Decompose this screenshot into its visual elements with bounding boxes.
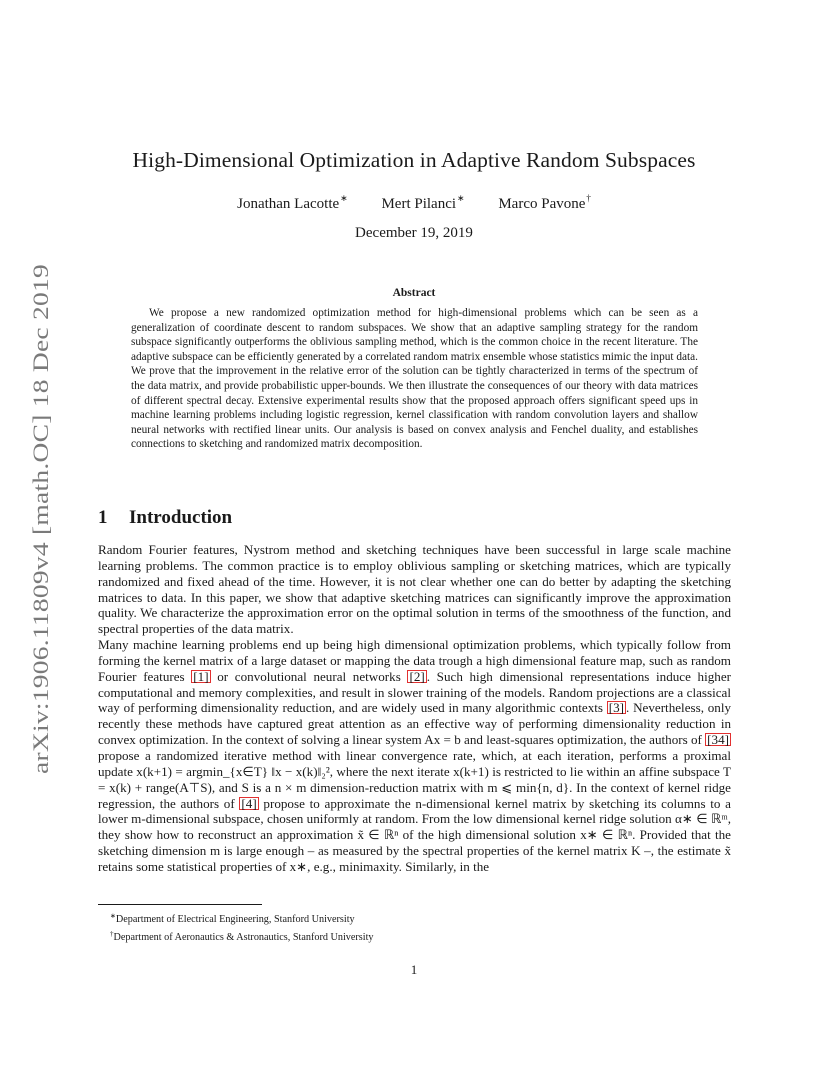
paragraph-2: [98, 637, 731, 875]
footnote-text: Department of Electrical Engineering, Stanford University: [115, 914, 355, 925]
text-run: . Such high dimensional representations induce higher computational and memory complexities, and result in slower training of the models. Random projections are a classical way of performing dimensionality reduction, and are widely used in many algorithmic contexts: [98, 668, 732, 716]
footnote-1: [98, 909, 731, 927]
arxiv-sidebar-stamp: [22, 262, 56, 774]
text-run: or convolutional neural networks: [210, 668, 408, 684]
footnote-rule: [98, 904, 262, 905]
paper-date: December 19, 2019: [355, 225, 473, 241]
footnote-mark: ∗: [110, 912, 116, 920]
affiliation-mark: ∗: [457, 193, 465, 203]
text-run: propose a randomized iterative method with linear convergence rate, which, at each iteration, performs a proximal update x(k+1) = argmin_{x∈T} ‖x − x(k)‖₂², where the next iterate x(k+1) is restricted to lie within an affine subspace T = x(k) + range(A⊤S), and S is a n × m dimension-reduction matrix with m ⩽ min{n, d}. In the context of kernel ridge regression, the authors of: [98, 747, 731, 811]
abstract-block: [131, 306, 698, 452]
author-2: [381, 193, 464, 213]
author-name: Jonathan Lacotte: [237, 196, 340, 212]
abstract-text: We propose a new randomized optimization method for high-dimensional problems which can be seen as a generalization of coordinate descent to random subspaces. We show that an adaptive sampling strategy for the random subspace significantly outperforms the oblivious sampling method, which is the common choice in the recent literature. The adaptive subspace can be efficiently generated by a correlated random matrix ensemble whose statistics mimic the input data. We prove that the improvement in the relative error of the solution can be tightly characterized in terms of the spectrum of the data matrix, and provide probabilistic upper-bounds. We then illustrate the consequences of our theory with data matrices of different spectral decay. Extensive experimental results show that the proposed approach offers significant speed ups in machine learning problems including logistic regression, kernel classification with random convolution layers and shallow neural networks with rectified linear units. Our analysis is based on convex analysis and Fenchel duality, and establishes connections to sketching and randomized matrix decomposition.: [131, 307, 698, 451]
section-title: Introduction: [129, 507, 233, 528]
footnote-text: Department of Aeronautics & Astronautics, Stanford University: [113, 932, 374, 944]
citation-link[interactable]: [2]: [409, 668, 425, 684]
abstract-heading: Abstract: [392, 287, 436, 299]
section-number: 1: [98, 507, 108, 528]
footnote-2: [98, 927, 731, 945]
paragraph-1: Random Fourier features, Nystrom method and sketching techniques have been successful in large scale machine learning problems. The common practice is to employ oblivious sampling or sketching matrices, which are typically randomized and fixed ahead of the time. However, it is not clear whether one can do better by adapting the sketching matrices to data. In this paper, we show that adaptive sketching matrices can significantly improve the approximation quality. We characterize the approximation error on the optimal solution in terms of the smoothness of the function, and spectral properties of the data matrix.: [98, 542, 731, 637]
affiliation-mark: †: [586, 193, 591, 203]
body-text: [98, 542, 731, 875]
author-name: Marco Pavone: [498, 196, 586, 212]
citation-link[interactable]: [4]: [241, 795, 257, 811]
author-list: [0, 193, 828, 213]
author-name: Mert Pilanci: [381, 196, 457, 212]
footnotes: [98, 909, 731, 945]
author-1: [237, 193, 348, 213]
affiliation-mark: ∗: [340, 193, 348, 203]
section-heading: [98, 507, 232, 529]
text-run: Many machine learning problems end up being high dimensional optimization problems, which typically follow from forming the kernel matrix of a large dataset or mapping the data trough a high dimensional feature map, such as random Fourier features: [98, 637, 731, 684]
footnote-mark: †: [110, 930, 114, 939]
citation-link[interactable]: [34]: [707, 732, 729, 748]
citation-link[interactable]: [3]: [608, 700, 625, 716]
citation-link[interactable]: [1]: [193, 668, 209, 684]
arxiv-id-text: arXiv:1906.11809v4 [math.OC] 18 Dec 2019: [28, 365, 53, 774]
page-number: 1: [410, 962, 418, 977]
text-run: propose to approximate the n-dimensional kernel matrix by sketching its columns to a lower m-dimensional subspace, chosen uniformly at random. From the low dimensional kernel ridge solution α∗ ∈ ℝᵐ, they show how to reconstruct an approximation x̃ ∈ ℝⁿ of the high dimensional solution x∗ ∈ ℝⁿ. Provided that the sketching dimension m is large enough – as measured by the spectral properties of the kernel matrix K –, the estimate x̃ retains some statistical properties of x∗, e.g., minimaxity. Similarly, in the: [98, 795, 731, 874]
paper-title: High-Dimensional Optimization in Adaptive Random Subspaces: [132, 148, 696, 172]
author-3: [498, 193, 591, 213]
arxiv-sidebar-svg: [22, 262, 56, 774]
text-run: . Nevertheless, only recently these methods have captured great attention as an effective way of performing dimensionality reduction in convex optimization. In the context of solving a linear system Ax = b and least-squares optimization, the authors of: [98, 700, 732, 748]
